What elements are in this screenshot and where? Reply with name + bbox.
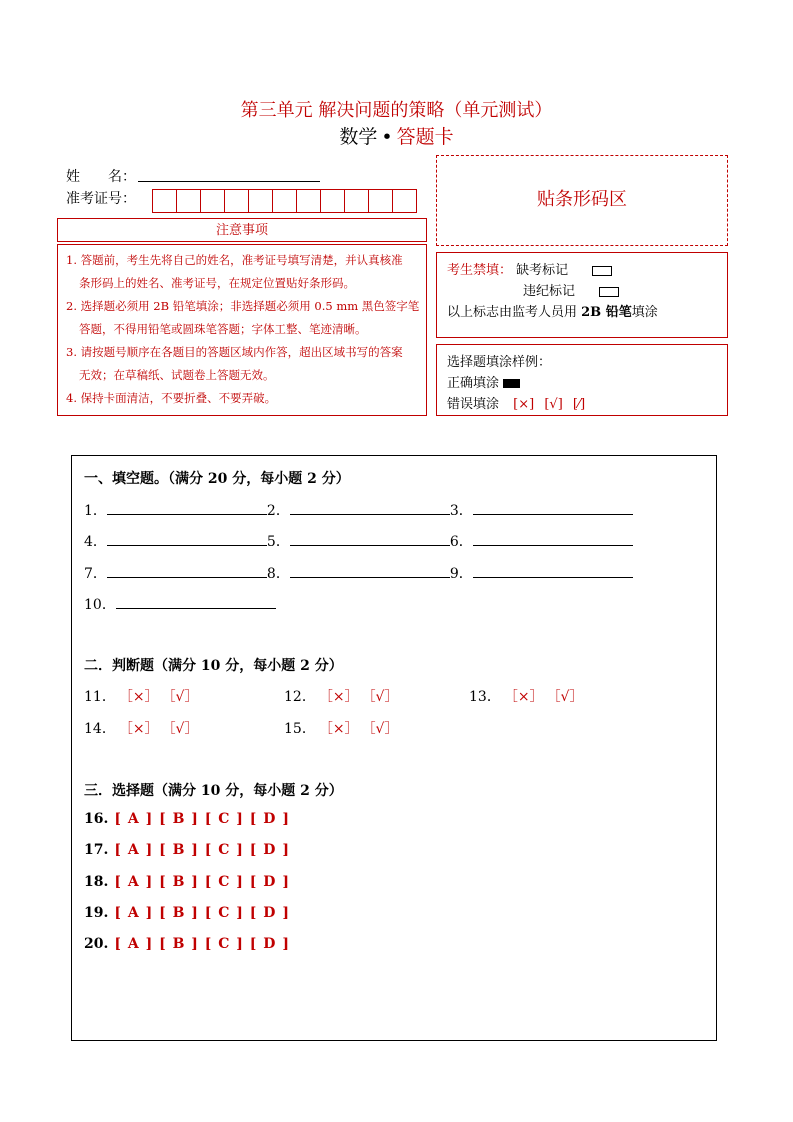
absent-mark-box[interactable] [592,266,612,276]
id-digit-box[interactable] [152,189,177,213]
absent-label: 缺考标记 [516,263,569,278]
sample-correct-row [447,372,717,391]
id-digit-box[interactable] [392,189,417,213]
barcode-area[interactable]: 贴条形码区 [436,155,728,246]
answer-blank[interactable] [116,594,276,609]
sample-wrong-row [447,393,717,412]
fill-blank-row: 4． 5． 6． [84,531,633,551]
option-true[interactable]: ［√］ [553,689,584,705]
notice-item: 2. 选择题必须用 2B 铅笔填涂；非选择题必须用 0.5 mm 黑色签字笔 [66,299,420,313]
subject-label: 数学 [339,126,378,148]
answer-blank[interactable] [107,563,267,578]
choice-options[interactable]: [ A ] [ B ] [ C ] [ D ] [114,811,290,827]
id-digit-box[interactable] [296,189,321,213]
candidate-box [436,252,728,338]
notice-item: 3. 请按题号顺序在各题目的答题区域内作答，超出区域书写的答案 [66,345,403,359]
choice-item: 17. [ A ] [ B ] [ C ] [ D ] [84,842,290,858]
answer-blank[interactable] [473,563,633,578]
page-title: 第三单元 解决问题的策略（单元测试） [240,100,553,121]
choice-item: 19. [ A ] [ B ] [ C ] [ D ] [84,905,290,921]
section2-title: 二．判断题（满分 10 分，每小题 2 分） [84,658,343,674]
option-false[interactable]: ［×］ [125,689,159,705]
exam-id-boxes[interactable] [152,189,416,213]
notice-body [57,244,427,416]
choice-options[interactable]: [ A ] [ B ] [ C ] [ D ] [114,936,290,952]
answer-blank[interactable] [290,531,450,546]
answer-blank[interactable] [290,563,450,578]
correct-label: 正确填涂 [447,376,500,391]
wrong-mark-check: [√] [544,397,563,412]
violation-mark-box[interactable] [599,287,619,297]
option-false[interactable]: ［×］ [325,689,359,705]
notice-heading: 注意事项 [57,218,427,242]
true-false-item: 14． ［×］ ［√］ [84,721,199,737]
notice-item-cont: 条形码上的姓名、准考证号，在规定位置贴好条形码。 [79,276,355,290]
answer-blank[interactable] [107,500,267,515]
option-false[interactable]: ［×］ [510,689,544,705]
answer-blank[interactable] [473,531,633,546]
choice-item: 16. [ A ] [ B ] [ C ] [ D ] [84,811,290,827]
candidate-box-title: 考生禁填： [447,263,513,278]
option-true[interactable]: ［√］ [168,721,199,737]
option-false[interactable]: ［×］ [325,721,359,737]
choice-options[interactable]: [ A ] [ B ] [ C ] [ D ] [114,905,290,921]
wrong-mark-cross: [×] [513,397,535,412]
fill-blank-row: 10． [84,594,276,614]
id-digit-box[interactable] [368,189,393,213]
notice-item: 4. 保持卡面清洁，不要折叠、不要弄破。 [66,391,277,405]
true-false-item: 11． ［×］ ［√］ [84,689,199,705]
notice-item: 1. 答题前，考生先将自己的姓名，准考证号填写清楚，并认真核准 [66,253,403,267]
option-true[interactable]: ［√］ [368,721,399,737]
true-false-item: 12． ［×］ ［√］ [284,689,399,705]
sample-box [436,344,728,416]
wrong-label: 错误填涂 [447,397,500,412]
id-digit-box[interactable] [200,189,225,213]
answer-blank[interactable] [473,500,633,515]
sample-title: 选择题填涂样例： [447,355,552,370]
notice-item-cont: 答题，不得用铅笔或圆珠笔答题；字体工整、笔迹清晰。 [79,322,367,336]
id-digit-box[interactable] [272,189,297,213]
id-digit-box[interactable] [224,189,249,213]
violation-label: 违纪标记 [523,284,576,299]
section1-title: 一、填空题。（满分 20 分，每小题 2 分） [84,471,350,487]
separator-dot: • [381,126,393,148]
name-label: 姓 名： [66,169,136,185]
wrong-mark-slash: [⁄] [572,397,586,412]
name-field[interactable] [138,181,320,182]
card-name-label: 答题卡 [396,126,454,148]
candidate-row-absent [447,259,717,278]
id-digit-box[interactable] [344,189,369,213]
candidate-note: 以上标志由监考人员用 2B 铅笔填涂 [447,305,658,320]
answer-blank[interactable] [107,531,267,546]
id-digit-box[interactable] [248,189,273,213]
choice-item: 20. [ A ] [ B ] [ C ] [ D ] [84,936,290,952]
exam-id-label: 准考证号： [66,191,136,207]
answer-blank[interactable] [290,500,450,515]
choice-options[interactable]: [ A ] [ B ] [ C ] [ D ] [114,874,290,890]
page-subtitle [0,122,793,149]
id-digit-box[interactable] [176,189,201,213]
true-false-item: 15． ［×］ ［√］ [284,721,399,737]
fill-blank-row: 1． 2． 3． [84,500,633,520]
notice-item-cont: 无效；在草稿纸、试题卷上答题无效。 [79,368,275,382]
answer-area [71,455,717,1041]
candidate-row-violation [447,280,717,299]
true-false-item: 13． ［×］ ［√］ [469,689,584,705]
option-true[interactable]: ［√］ [168,689,199,705]
id-digit-box[interactable] [320,189,345,213]
fill-blank-row: 7． 8． 9． [84,563,633,583]
choice-options[interactable]: [ A ] [ B ] [ C ] [ D ] [114,842,290,858]
choice-item: 18. [ A ] [ B ] [ C ] [ D ] [84,874,290,890]
option-false[interactable]: ［×］ [125,721,159,737]
section3-title: 三．选择题（满分 10 分，每小题 2 分） [84,783,343,799]
option-true[interactable]: ［√］ [368,689,399,705]
filled-mark-icon [503,379,520,388]
